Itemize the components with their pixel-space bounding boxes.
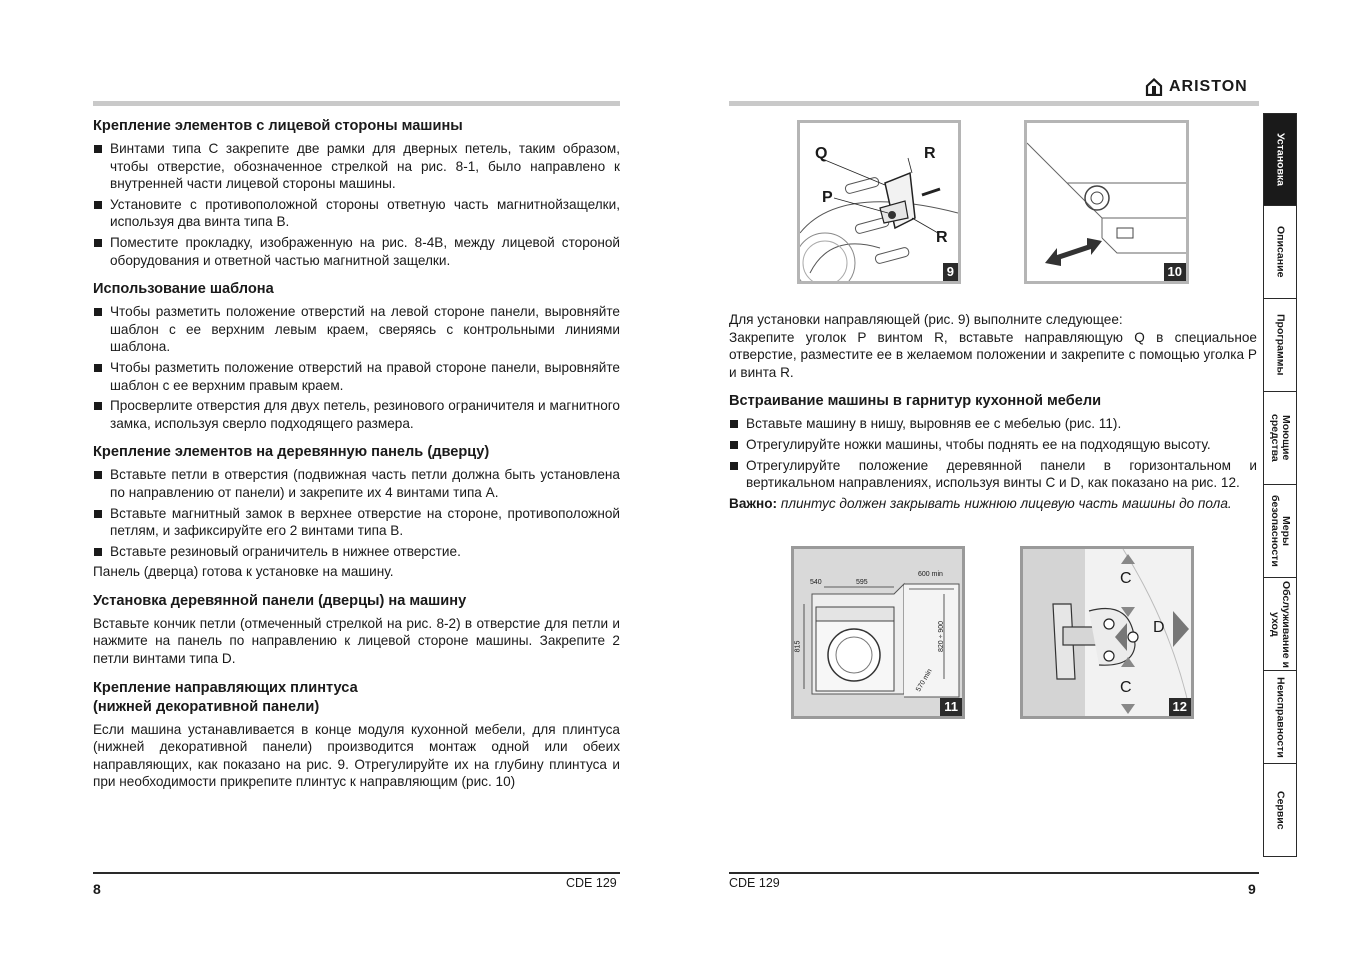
brand-logo <box>1145 78 1248 96</box>
tab-label: Описание <box>1274 226 1287 278</box>
left-content <box>93 117 620 794</box>
dim-label: 820 ÷ 900 <box>938 620 946 653</box>
heading-line: Крепление направляющих плинтуса <box>93 679 358 696</box>
paragraph: Вставьте кончик петли (отмеченный стрелкой на рис. 8-2) в отверстие для петли и нажмите на панель по направлению к лицевой стороне машины. Закрепите 2 петли винтами типа D. <box>93 615 620 667</box>
fig-label-r: R <box>924 145 936 162</box>
bottom-rule <box>93 872 620 874</box>
left-page <box>0 0 675 954</box>
tab-detergents[interactable] <box>1263 392 1297 485</box>
figure-number: 9 <box>943 263 958 281</box>
dim-label: 815 <box>794 640 802 653</box>
paragraph: Закрепите уголок P винтом R, вставьте направляющую Q в специальное отверстие, разместите ее в желаемом положении и закрепите с помощью уголка P и винта R. <box>729 329 1257 380</box>
fig-label-c: C <box>1120 570 1132 587</box>
list-item: Отрегулируйте положение деревянной панели в горизонтальном и вертикальном направлениях, используя винты C и D, как показано на рис. 12. <box>729 457 1257 492</box>
tab-description[interactable] <box>1263 206 1297 299</box>
tab-label: Неисправности <box>1274 676 1287 758</box>
figure-number: 11 <box>940 698 962 716</box>
paragraph: Для установки направляющей (рис. 9) выполните следующее: <box>729 312 1123 327</box>
figure-10 <box>1024 120 1189 284</box>
bullet-list <box>93 303 620 432</box>
tab-safety[interactable] <box>1263 485 1297 578</box>
paragraph: Если машина устанавливается в конце модуля кухонной мебели, для плинтуса (нижней декоративной панели) производится монтаж одной или обеих направляющих, как показано на рис. 9. Отрегулируйте их на глубину плинтуса и при необходимости прикрепите плинтус к направляющим (рис. 10) <box>93 721 620 790</box>
bullet-list <box>729 415 1257 491</box>
top-rule <box>729 101 1259 106</box>
right-page <box>675 0 1351 954</box>
figure-number: 10 <box>1164 263 1186 281</box>
fig-label-r2: R <box>936 229 948 246</box>
tab-label: Установка <box>1274 133 1287 186</box>
paragraph: Панель (дверца) готова к установке на машину. <box>93 564 394 580</box>
tab-label: Моющие средства <box>1269 414 1292 462</box>
important-note <box>729 495 1257 513</box>
tab-label: Обслуживание и уход <box>1269 580 1292 668</box>
figure-number: 12 <box>1169 698 1191 716</box>
figure-9 <box>797 120 961 284</box>
list-item: Чтобы разметить положение отверстий на левой стороне панели, выровняйте шаблон с ее верхним левым краем, сверяясь с контрольными линиями шаблона. <box>93 303 620 356</box>
list-item: Винтами типа С закрепите две рамки для дверных петель, таким образом, чтобы отверстие, обозначенное стрелкой на рис. 8-1, было направлено к внутренней части лицевой стороны машины. <box>93 140 620 193</box>
section-heading: Установка деревянной панели (дверцы) на машину <box>93 592 467 609</box>
bullet-list <box>93 466 620 560</box>
figure-12 <box>1020 546 1194 719</box>
page-number: 8 <box>93 881 101 897</box>
section-heading: Использование шаблона <box>93 281 274 298</box>
bullet-list <box>93 140 620 269</box>
tab-label: Программы <box>1274 314 1287 376</box>
model-name: CDE 129 <box>566 876 617 890</box>
house-icon <box>1145 78 1163 96</box>
fig-label-p: P <box>822 189 833 206</box>
page-number: 9 <box>1248 881 1256 897</box>
list-item: Просверлите отверстия для двух петель, резинового ограничителя и магнитного замка, используя сверло подходящего размера. <box>93 397 620 432</box>
dim-label: 570 min <box>915 667 934 694</box>
dim-label: 540 <box>810 579 822 586</box>
fig-label-d: D <box>1153 619 1165 636</box>
fig-label-q: Q <box>815 145 828 162</box>
section-tabs <box>1263 113 1297 857</box>
tab-label: Меры безопасности <box>1269 495 1292 567</box>
list-item: Вставьте резиновый ограничитель в нижнее отверстие. <box>93 543 620 561</box>
right-content <box>729 311 1257 515</box>
list-item: Вставьте машину в нишу, выровняв ее с мебелью (рис. 11). <box>729 415 1257 433</box>
section-heading: Крепление элементов на деревянную панель (дверцу) <box>93 444 490 461</box>
list-item: Вставьте петли в отверстия (подвижная часть петли должна быть установлена по направлению от панели) и закрепите их 4 винтами типа А. <box>93 466 620 501</box>
plinth-drawing <box>1027 123 1186 281</box>
list-item: Поместите прокладку, изображенную на рис. 8-4В, между лицевой стороной оборудования и ответной частью магнитной защелки. <box>93 234 620 269</box>
important-text: плинтус должен закрывать нижнюю лицевую часть машины до пола. <box>780 495 1232 511</box>
section-heading: Встраивание машины в гарнитур кухонной мебели <box>729 393 1102 410</box>
dim-label: 600 min <box>918 571 943 578</box>
model-name: CDE 129 <box>729 876 780 890</box>
tab-programs[interactable] <box>1263 299 1297 392</box>
tab-troubleshooting[interactable] <box>1263 671 1297 764</box>
section-heading <box>93 679 620 717</box>
dim-label: 595 <box>856 579 868 586</box>
list-item: Чтобы разметить положение отверстий на правой стороне панели, выровняйте шаблон с ее верхним правым краем. <box>93 359 620 394</box>
fig-label-c2: C <box>1120 679 1132 696</box>
important-label: Важно: <box>729 495 778 511</box>
brand-name: ARISTON <box>1169 78 1248 95</box>
list-item: Установите с противоположной стороны ответную часть магнитнойзащелки, используя два винта типа В. <box>93 196 620 231</box>
figure-11 <box>791 546 965 719</box>
tab-installation[interactable] <box>1263 113 1297 206</box>
top-rule <box>93 101 620 106</box>
heading-line: (нижней декоративной панели) <box>93 698 320 715</box>
list-item: Отрегулируйте ножки машины, чтобы поднять ее на подходящую высоту. <box>729 436 1257 454</box>
tab-service[interactable] <box>1263 764 1297 857</box>
hinge-adjustment-drawing <box>1023 549 1191 716</box>
tab-maintenance[interactable] <box>1263 578 1297 671</box>
bottom-rule <box>729 872 1259 874</box>
list-item: Вставьте магнитный замок в верхнее отверстие на стороне, противоположной петлям, и зафиксируйте его 2 винтами типа В. <box>93 505 620 540</box>
section-heading: Крепление элементов с лицевой стороны машины <box>93 118 463 134</box>
tab-label: Сервис <box>1274 790 1287 830</box>
